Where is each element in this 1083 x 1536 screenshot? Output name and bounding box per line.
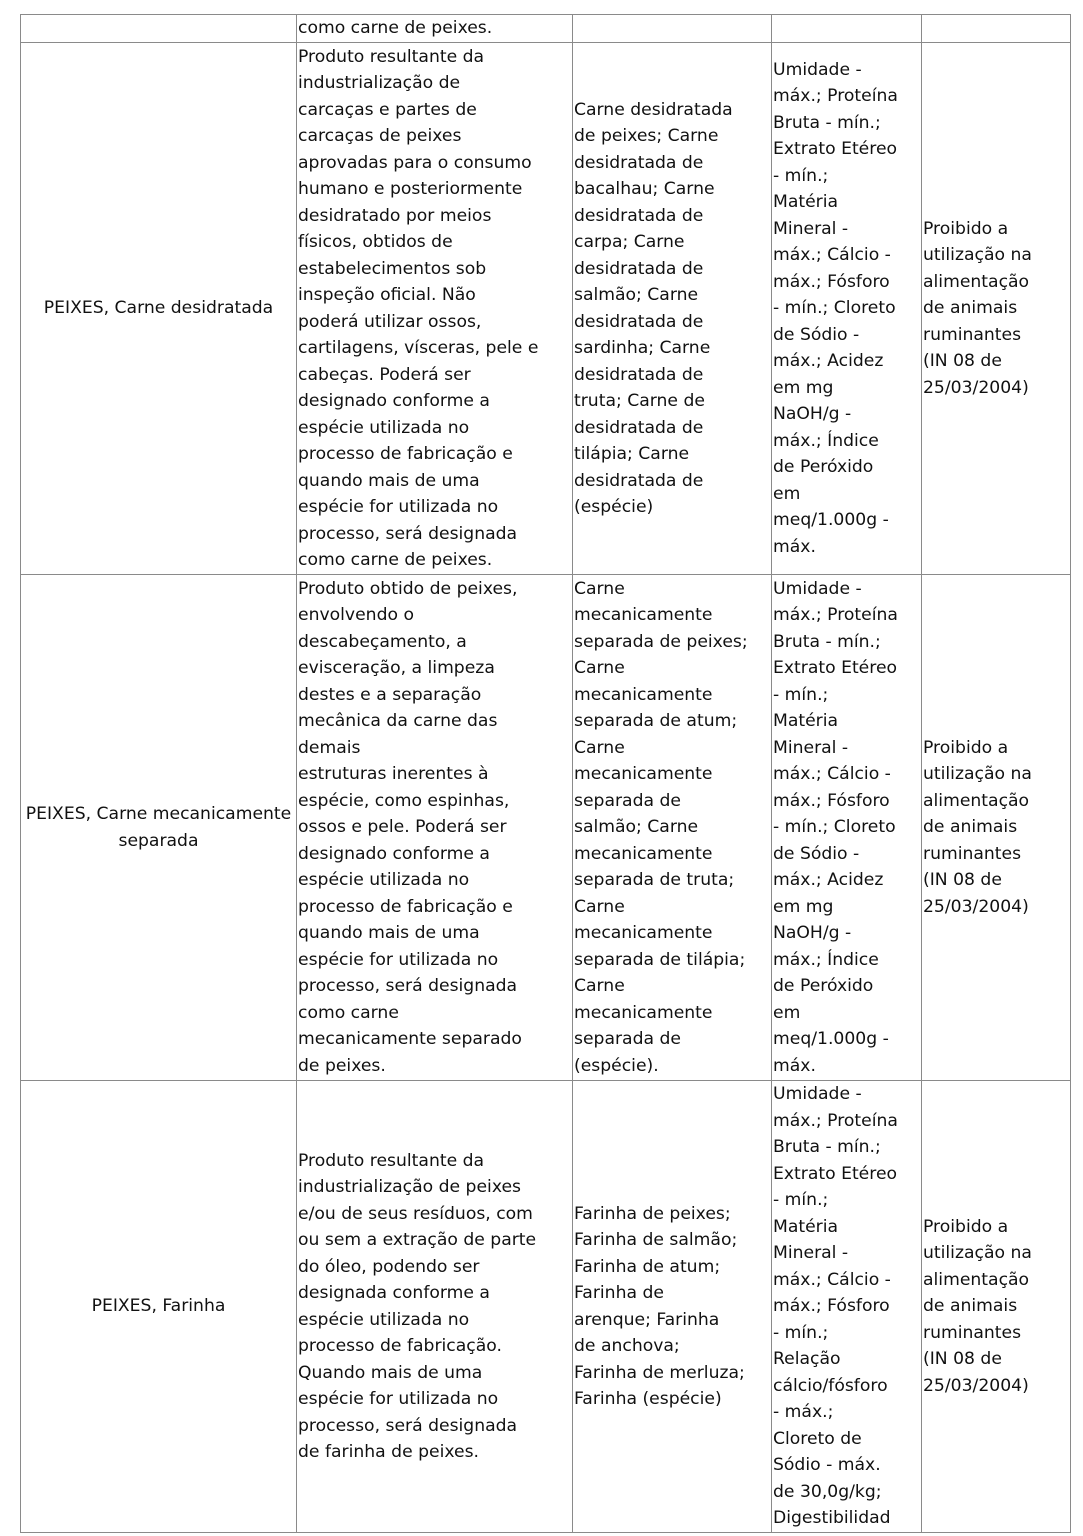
cell-text-line: do óleo, podendo ser	[298, 1256, 480, 1277]
cell-text-line: desidratada de	[574, 470, 704, 491]
cell-text-line: espécie utilizada no	[298, 1309, 470, 1330]
cell-text-line: como carne de peixes.	[298, 550, 493, 570]
cell-text-line: sardinha; Carne	[574, 338, 711, 358]
cell-text-line: Bruta - mín.;	[773, 631, 881, 652]
table-row	[21, 15, 1071, 43]
cell-text-line: Umidade -	[773, 578, 862, 599]
table-row	[21, 43, 1071, 575]
guarantees-cell	[772, 43, 922, 575]
cell-text-line: - mín.;	[773, 1190, 829, 1211]
table-row	[21, 1081, 1071, 1533]
cell-text-line: poderá utilizar ossos,	[298, 311, 482, 332]
cell-text-line: cabeças. Poderá ser	[298, 364, 471, 385]
cell-text-line: salmão; Carne	[574, 285, 699, 305]
cell-text-line: - mín.; Cloreto	[773, 298, 896, 319]
cell-text-line: de animais	[923, 298, 1018, 319]
cell-text-line: utilização na	[923, 1243, 1032, 1264]
cell-text-line: (IN 08 de	[923, 1349, 1002, 1370]
cell-text-line: máx.	[773, 1055, 816, 1076]
cell-text-line: carcaças e partes de	[298, 99, 477, 120]
cell-text-line: alimentação	[923, 271, 1030, 292]
cell-text-line: mecanicamente	[574, 605, 713, 626]
cell-text-line: desidratado por meios	[298, 205, 492, 226]
cell-text-line: de Sódio -	[773, 843, 860, 864]
cell-text-line: máx.; Cálcio -	[773, 764, 891, 785]
cell-text-line: arenque; Farinha	[574, 1309, 720, 1330]
cell-text-line: desidratada de	[574, 364, 704, 385]
cell-text-line: designada conforme a	[298, 1283, 490, 1303]
cell-text-line: máx.; Cálcio -	[773, 1269, 891, 1290]
cell-text-line: máx.; Índice	[773, 430, 879, 451]
cell-text-line: Extrato Etéreo	[773, 139, 898, 160]
ingredient-name-cell: PEIXES, Carne desidratada	[21, 43, 297, 575]
cell-text-line: (espécie)	[574, 497, 654, 517]
guarantees-cell	[772, 575, 922, 1081]
cell-text-line: Produto resultante da	[298, 1150, 485, 1171]
cell-text-line: de peixes; Carne	[574, 126, 719, 146]
cell-text-line: máx.; Proteína	[773, 605, 898, 626]
cell-text-line: físicos, obtidos de	[298, 232, 453, 252]
cell-text-line: Produto resultante da	[298, 46, 485, 67]
cell-text-line: Farinha (espécie)	[574, 1389, 722, 1409]
cell-text-line: Carne	[574, 578, 625, 599]
cell-text-line: máx.; Índice	[773, 949, 879, 970]
cell-text-line: estruturas inerentes à	[298, 764, 489, 785]
cell-text-line: mecanicamente separado	[298, 1029, 522, 1050]
cell-text-line: processo de fabricação.	[298, 1336, 502, 1356]
cell-text-line: em	[773, 1002, 801, 1023]
cell-text-line: carcaças de peixes	[298, 126, 462, 146]
cell-text-line: desidratada de	[574, 152, 704, 173]
cell-text-line: Farinha de salmão;	[574, 1230, 738, 1250]
cell-text-line: - máx.;	[773, 1402, 834, 1423]
cell-text-line: tilápia; Carne	[574, 444, 690, 464]
cell-text-line: estabelecimentos sob	[298, 258, 487, 279]
cell-text-line: espécie for utilizada no	[298, 497, 499, 517]
cell-text-line: em mg	[773, 377, 834, 398]
cell-text-line: industrialização de	[298, 73, 461, 93]
cell-text-line: industrialização de peixes	[298, 1177, 521, 1197]
cell-text-line: Carne	[574, 976, 625, 997]
cell-text-line: Carne desidratada	[574, 99, 733, 120]
cell-text-line: ou sem a extração de parte	[298, 1230, 537, 1250]
cell-text-line: - mín.;	[773, 165, 829, 186]
cell-text-line: ossos e pele. Poderá ser	[298, 817, 507, 838]
cell-text-line: máx.; Fósforo	[773, 271, 890, 292]
cell-text-line: ruminantes	[923, 1322, 1022, 1343]
definition-cell	[297, 43, 573, 575]
cell-text-line: em	[773, 483, 801, 504]
restrictions-cell	[922, 1081, 1071, 1533]
cell-text-line: Farinha de	[574, 1283, 664, 1303]
cell-text-line: em mg	[773, 896, 834, 917]
cell-text-line: Mineral -	[773, 218, 849, 239]
cell-text-line: Umidade -	[773, 59, 862, 80]
cell-text-line: como carne	[298, 1002, 399, 1023]
cell-text-line: espécie for utilizada no	[298, 949, 499, 970]
ingredient-name-cell: PEIXES, Farinha	[21, 1081, 297, 1533]
cell-text-line: destes e a separação	[298, 684, 482, 705]
cell-text-line: Farinha de merluza;	[574, 1362, 745, 1383]
cell-text-line: mecanicamente	[574, 923, 713, 944]
cell-text-line: 25/03/2004)	[923, 896, 1029, 917]
definition-cell	[297, 15, 573, 43]
cell-text-line: Carne	[574, 658, 625, 679]
cell-text-line: de Peróxido	[773, 976, 874, 997]
cell-text-line: alimentação	[923, 1269, 1030, 1290]
cell-text-line: Proibido a	[923, 218, 1009, 239]
cell-text-line: Umidade -	[773, 1084, 862, 1105]
cell-text-line: de 30,0g/kg;	[773, 1481, 882, 1502]
cell-text-line: processo de fabricação e	[298, 444, 513, 464]
cell-text-line: 25/03/2004)	[923, 1375, 1029, 1396]
cell-text-line: ruminantes	[923, 843, 1022, 864]
cell-text-line: demais	[298, 737, 361, 758]
cell-text-line: separada de	[574, 790, 681, 811]
cell-text-line: meq/1.000g -	[773, 1029, 889, 1050]
cell-text-line: espécie, como espinhas,	[298, 790, 510, 811]
cell-text-line: mecanicamente	[574, 1002, 713, 1023]
cell-text-line: aprovadas para o consumo	[298, 152, 532, 173]
cell-text-line: Matéria	[773, 711, 839, 732]
cell-text-line: ruminantes	[923, 324, 1022, 345]
cell-text-line: Proibido a	[923, 737, 1009, 758]
cell-text-line: espécie for utilizada no	[298, 1389, 499, 1409]
cell-text-line: Quando mais de uma	[298, 1362, 483, 1383]
ingredient-name-cell: PEIXES, Carne mecanicamente separada	[21, 575, 297, 1081]
synonyms-cell	[573, 15, 772, 43]
cell-text-line: mecanicamente	[574, 684, 713, 705]
cell-text-line: de anchova;	[574, 1336, 680, 1356]
cell-text-line: cartilagens, vísceras, pele e	[298, 338, 539, 358]
cell-text-line: máx.; Cálcio -	[773, 245, 891, 266]
cell-text-line: separada de peixes;	[574, 631, 748, 652]
cell-text-line: (espécie).	[574, 1055, 659, 1076]
cell-text-line: Relação	[773, 1349, 841, 1370]
cell-text-line: máx.; Fósforo	[773, 790, 890, 811]
cell-text-line: Sódio - máx.	[773, 1455, 881, 1476]
cell-text-line: separada de	[574, 1029, 681, 1050]
cell-text-line: espécie utilizada no	[298, 417, 470, 438]
cell-text-line: (IN 08 de	[923, 351, 1002, 372]
cell-text-line: de Sódio -	[773, 324, 860, 345]
cell-text-line: meq/1.000g -	[773, 510, 889, 531]
definition-cell	[297, 575, 573, 1081]
cell-text-line: separada de tilápia;	[574, 949, 746, 970]
cell-text-line: desidratada de	[574, 311, 704, 332]
cell-text-line: desidratada de	[574, 205, 704, 226]
cell-text-line: 25/03/2004)	[923, 377, 1029, 398]
ingredients-table	[20, 14, 1071, 1533]
cell-text-line: de Peróxido	[773, 457, 874, 478]
cell-text-line: Proibido a	[923, 1216, 1009, 1237]
cell-text-line: máx.; Proteína	[773, 1110, 898, 1131]
cell-text-line: máx.; Proteína	[773, 86, 898, 107]
cell-text-line: e/ou de seus resíduos, com	[298, 1203, 533, 1224]
cell-text-line: processo de fabricação e	[298, 896, 513, 917]
guarantees-cell	[772, 15, 922, 43]
cell-text-line: Bruta - mín.;	[773, 1137, 881, 1158]
cell-text-line: desidratada de	[574, 417, 704, 438]
cell-text-line: Matéria	[773, 1216, 839, 1237]
cell-text-line: (IN 08 de	[923, 870, 1002, 891]
cell-text-line: processo, será designada	[298, 976, 518, 997]
cell-text-line: quando mais de uma	[298, 470, 480, 491]
cell-text-line: Digestibilidad	[773, 1508, 891, 1529]
cell-text-line: Extrato Etéreo	[773, 1163, 898, 1184]
cell-text-line: Carne	[574, 737, 625, 758]
synonyms-cell	[573, 1081, 772, 1533]
cell-text-line: separada de atum;	[574, 711, 738, 732]
restrictions-cell	[922, 43, 1071, 575]
cell-text-line: bacalhau; Carne	[574, 179, 715, 199]
cell-text-line: envolvendo o	[298, 605, 414, 626]
cell-text-line: quando mais de uma	[298, 923, 480, 944]
cell-text-line: Produto obtido de peixes,	[298, 578, 518, 599]
cell-text-line: desidratada de	[574, 258, 704, 279]
cell-text-line: salmão; Carne	[574, 817, 699, 838]
cell-text-line: Cloreto de	[773, 1428, 862, 1449]
cell-text-line: utilização na	[923, 245, 1032, 266]
definition-cell	[297, 1081, 573, 1533]
cell-text-line: Farinha de peixes;	[574, 1203, 731, 1224]
cell-text-line: de animais	[923, 1296, 1018, 1317]
cell-text-line: processo, será designada	[298, 523, 518, 544]
cell-text-line: de animais	[923, 817, 1018, 838]
cell-text-line: Mineral -	[773, 737, 849, 758]
cell-text-line: NaOH/g -	[773, 923, 852, 944]
synonyms-cell	[573, 43, 772, 575]
restrictions-cell	[922, 575, 1071, 1081]
cell-text-line: designado conforme a	[298, 843, 490, 864]
guarantees-cell	[772, 1081, 922, 1533]
cell-text-line: Farinha de atum;	[574, 1256, 721, 1277]
cell-text-line: Mineral -	[773, 1243, 849, 1264]
table-row	[21, 575, 1071, 1081]
cell-text-line: máx.; Fósforo	[773, 1296, 890, 1317]
cell-text-line: separada de truta;	[574, 870, 735, 891]
cell-text-line: como carne de peixes.	[298, 18, 493, 39]
cell-text-line: de farinha de peixes.	[298, 1442, 479, 1462]
cell-text-line: alimentação	[923, 790, 1030, 811]
cell-text-line: mecanicamente	[574, 764, 713, 785]
cell-text-line: máx.; Acidez	[773, 870, 884, 891]
table-body	[21, 15, 1071, 1533]
cell-text-line: - mín.; Cloreto	[773, 817, 896, 838]
cell-text-line: humano e posteriormente	[298, 179, 523, 199]
cell-text-line: carpa; Carne	[574, 232, 685, 252]
cell-text-line: mecânica da carne das	[298, 711, 498, 732]
cell-text-line: designado conforme a	[298, 391, 490, 411]
restrictions-cell	[922, 15, 1071, 43]
cell-text-line: Carne	[574, 896, 625, 917]
cell-text-line: cálcio/fósforo	[773, 1375, 888, 1396]
ingredient-name-cell	[21, 15, 297, 43]
cell-text-line: - mín.;	[773, 684, 829, 705]
synonyms-cell	[573, 575, 772, 1081]
cell-text-line: descabeçamento, a	[298, 631, 467, 652]
cell-text-line: evisceração, a limpeza	[298, 658, 495, 679]
cell-text-line: inspeção oficial. Não	[298, 285, 476, 305]
cell-text-line: truta; Carne de	[574, 391, 705, 411]
cell-text-line: espécie utilizada no	[298, 870, 470, 891]
cell-text-line: Bruta - mín.;	[773, 112, 881, 133]
cell-text-line: de peixes.	[298, 1055, 386, 1076]
cell-text-line: Matéria	[773, 192, 839, 213]
cell-text-line: máx.	[773, 536, 816, 557]
cell-text-line: máx.; Acidez	[773, 351, 884, 372]
cell-text-line: processo, será designada	[298, 1415, 518, 1436]
cell-text-line: Extrato Etéreo	[773, 658, 898, 679]
cell-text-line: utilização na	[923, 764, 1032, 785]
cell-text-line: - mín.;	[773, 1322, 829, 1343]
cell-text-line: mecanicamente	[574, 843, 713, 864]
cell-text-line: NaOH/g -	[773, 404, 852, 425]
